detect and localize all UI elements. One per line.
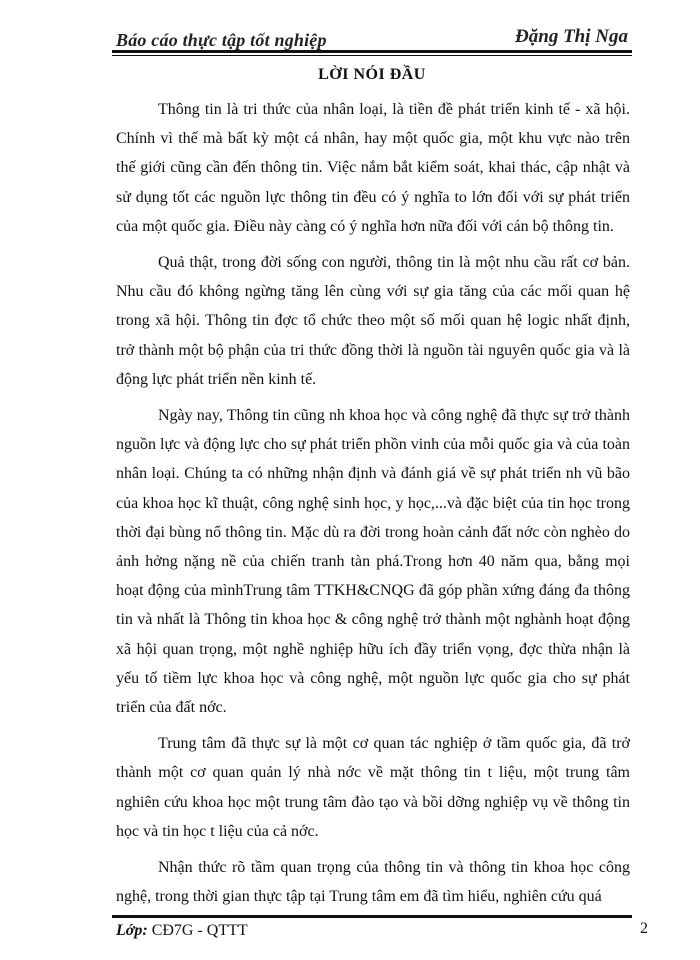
paragraph-1: Thông tin là tri thức của nhân loại, là tiền đề phát triển kinh tế - xã hội. Chính vì thế mà bất kỳ một cá nhân, hay một quốc gia, một khu vực nào trên thế giới cũng cần đến thông tin. Việc nắm bắt kiểm soát, khai thác, cập nhật và sử dụng tốt các nguồn lực thông tin đều có ý nghĩa to lớn đối với sự phát triển của một quốc gia. Điều này càng có ý nghĩa hơn nữa đối với cán bộ thông tin. bbox=[116, 101, 630, 235]
paragraph-3: Ngày nay, Thông tin cũng nh khoa học và công nghệ đã thực sự trở thành nguồn lực và động lực cho sự phát triển phồn vinh của mỗi quốc gia và của toàn nhân loại. Chúng ta có những nhận định và đánh giá về sự phát triển nh vũ bão của khoa học kĩ thuật, công nghệ sinh học, y học,...và đặc biệt của tin học trong thời đại bùng nổ thông tin. Mặc dù ra đời trong hoàn cảnh đất nớc còn nghèo do ảnh hởng nặng nề của chiến tranh tàn phá.Trong hơn 40 năm qua, bằng mọi hoạt động của mìnhTrung tâm TTKH&CNQG đã góp phần xứng đáng đa thông tin và nhất là Thông tin khoa học & công nghệ trở thành một nghành hoạt động xã hội quan trọng, một nghề nghiệp hữu ích đầy triển vọng, đợc thừa nhận là yếu tố tiềm lực khoa học và công nghệ, một nguồn lực quốc gia cho sự phát triển của đất nớc. bbox=[116, 407, 630, 717]
footer-class-label: Lớp: bbox=[116, 922, 148, 939]
page-title: LỜI NÓI ĐẦU bbox=[318, 66, 426, 83]
paragraph-5: Nhận thức rõ tầm quan trọng của thông tin và thông tin khoa học công nghệ, trong thời gian thực tập tại Trung tâm em đã tìm hiểu, nghiên cứu quá bbox=[116, 859, 630, 906]
footer-rule bbox=[112, 915, 632, 918]
header-rule-thin bbox=[112, 55, 632, 56]
footer-class bbox=[116, 922, 248, 940]
header-rule bbox=[112, 50, 632, 53]
page-number: 2 bbox=[640, 920, 648, 937]
paragraph-4: Trung tâm đã thực sự là một cơ quan tác nghiệp ở tầm quốc gia, đã trở thành một cơ quan quản lý nhà nớc về mặt thông tin t liệu, một trung tâm nghiên cứu khoa học một trung tâm đào tạo và bồi dỡng nghiệp vụ về thông tin học và tin học t liệu của cả nớc. bbox=[116, 735, 630, 840]
body-text bbox=[116, 95, 630, 918]
footer-class-value: CĐ7G - QTTT bbox=[147, 922, 248, 939]
paragraph-2: Quả thật, trong đời sống con người, thông tin là một nhu cầu rất cơ bản. Nhu cầu đó không ngừng tăng lên cùng với sự gia tăng của các mối quan hệ trong xã hội. Thông tin đợc tổ chức theo một số mối quan hệ logic nhất định, trở thành một bộ phận của tri thức đồng thời là nguồn tài nguyên quốc gia và là động lực phát triển nền kinh tế. bbox=[116, 254, 630, 388]
header-author-name: Đặng Thị Nga bbox=[515, 26, 628, 47]
page-header bbox=[112, 24, 632, 54]
header-report-title: Báo cáo thực tập tốt nghiệp bbox=[116, 30, 327, 50]
